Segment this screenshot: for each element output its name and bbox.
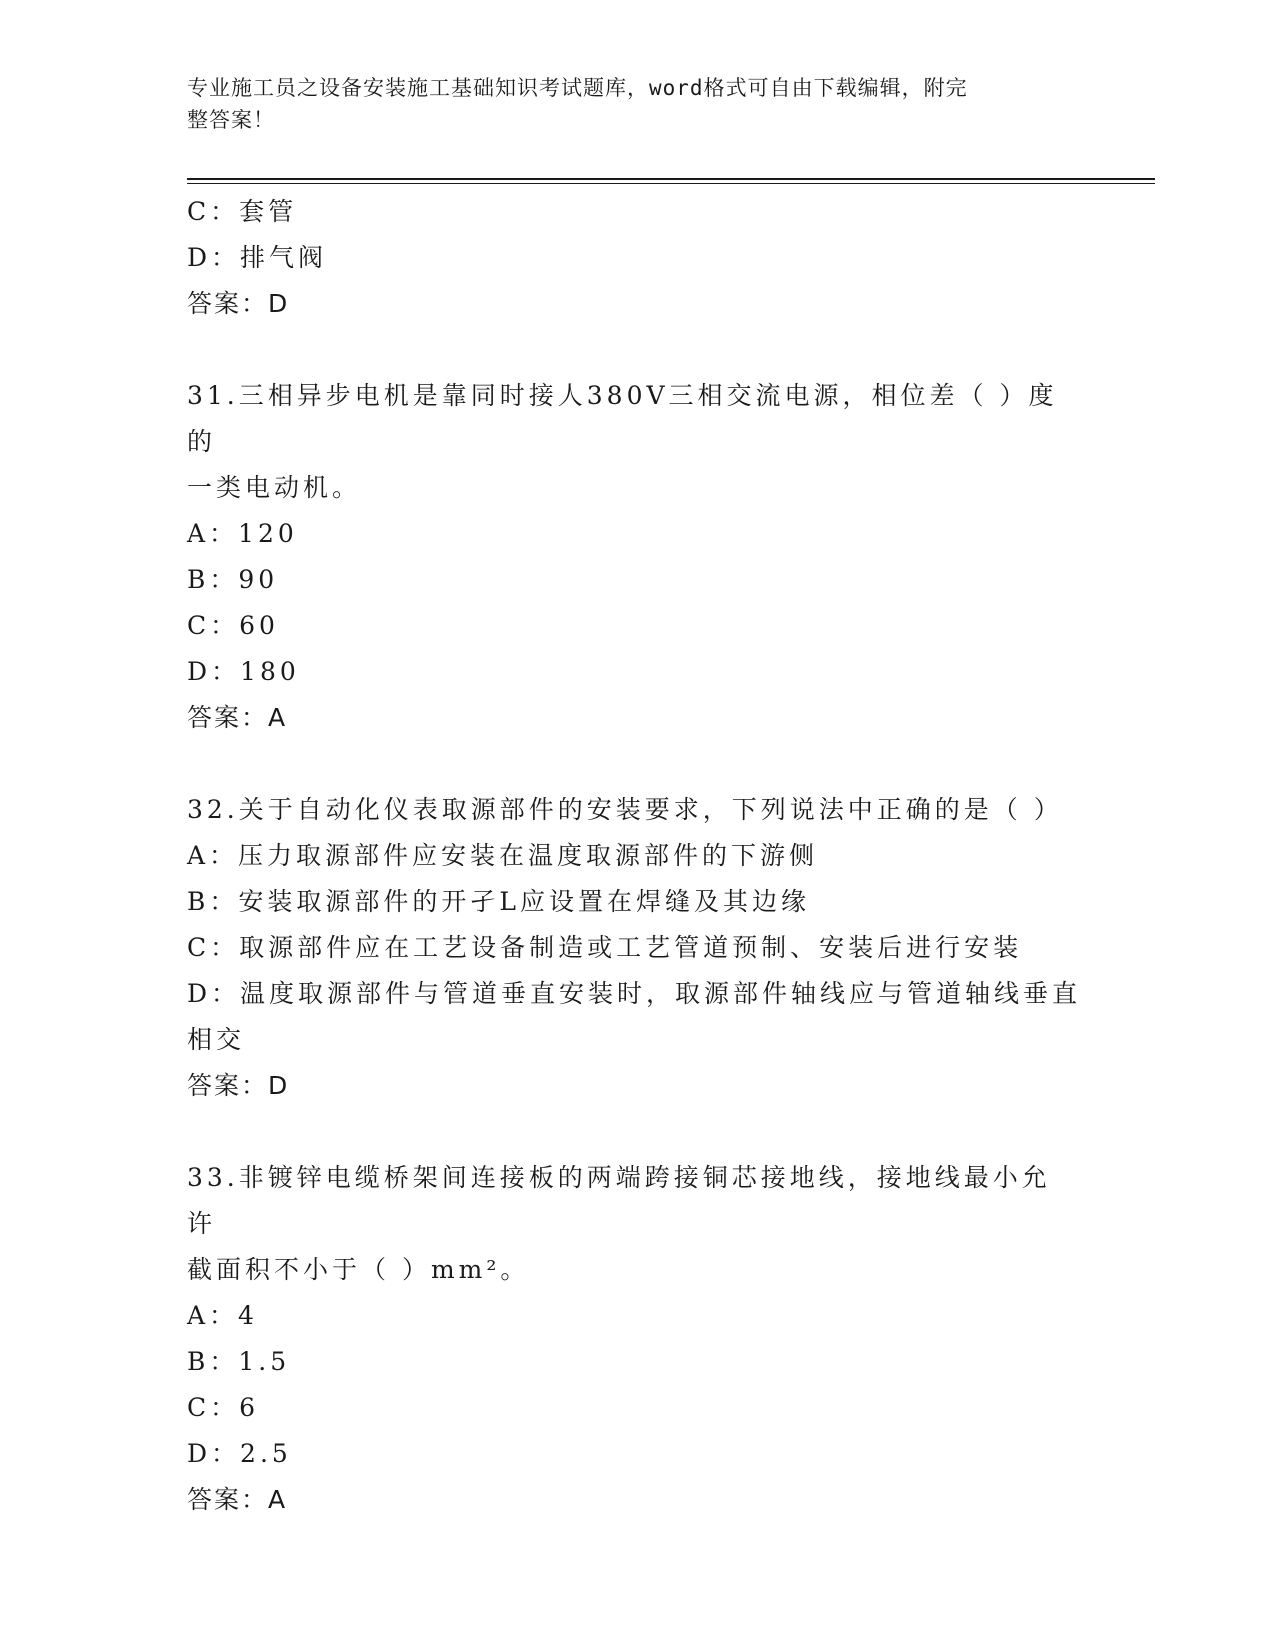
answer: 答案：D	[187, 1071, 290, 1100]
header-divider-thin	[187, 183, 1155, 184]
answer: 答案：A	[187, 1485, 288, 1514]
option-d-cont: 相交	[187, 1025, 246, 1054]
question-32	[187, 787, 1082, 1109]
option-a: A：120	[187, 519, 298, 548]
document-header	[187, 72, 1067, 136]
question-33	[187, 1155, 1077, 1523]
option-d: D：2.5	[187, 1439, 292, 1468]
question-content	[187, 189, 1082, 1523]
option-c: C：60	[187, 611, 279, 640]
option-d: D：180	[187, 657, 300, 686]
answer: 答案：D	[187, 289, 290, 318]
option-d: D：排气阀	[187, 243, 328, 272]
spacer	[187, 741, 1077, 787]
question-stem: 33.非镀锌电缆桥架间连接板的两端跨接铜芯接地线，接地线最小允许	[187, 1163, 1051, 1238]
option-a: A：4	[187, 1301, 258, 1330]
option-c: C：套管	[187, 197, 298, 226]
question-stem-cont: 一类电动机。	[187, 473, 362, 502]
option-d: D：温度取源部件与管道垂直安装时，取源部件轴线应与管道轴线垂直	[187, 979, 1082, 1008]
option-b: B：1.5	[187, 1347, 291, 1376]
question-stem: 32.关于自动化仪表取源部件的安装要求，下列说法中正确的是（ ）	[187, 795, 1063, 824]
header-line-2: 整答案！	[187, 108, 275, 132]
spacer	[187, 327, 1077, 373]
question-31	[187, 373, 1077, 741]
header-divider-thick	[187, 178, 1155, 180]
option-a: A：压力取源部件应安装在温度取源部件的下游侧	[187, 841, 819, 870]
spacer	[187, 1109, 1077, 1155]
question-stem: 31.三相异步电机是靠同时接人380V三相交流电源，相位差（ ）度的	[187, 381, 1058, 456]
option-b: B：90	[187, 565, 279, 594]
prev-question	[187, 189, 1077, 327]
option-c: C：取源部件应在工艺设备制造或工艺管道预制、安装后进行安装	[187, 933, 1023, 962]
option-b: B：安装取源部件的开孑L应设置在焊缝及其边缘	[187, 887, 810, 916]
option-c: C：6	[187, 1393, 260, 1422]
header-line-1: 专业施工员之设备安装施工基础知识考试题库，word格式可自由下载编辑，附完	[187, 76, 968, 100]
question-stem-cont: 截面积不小于（ ）mm²。	[187, 1255, 530, 1284]
answer: 答案：A	[187, 703, 288, 732]
